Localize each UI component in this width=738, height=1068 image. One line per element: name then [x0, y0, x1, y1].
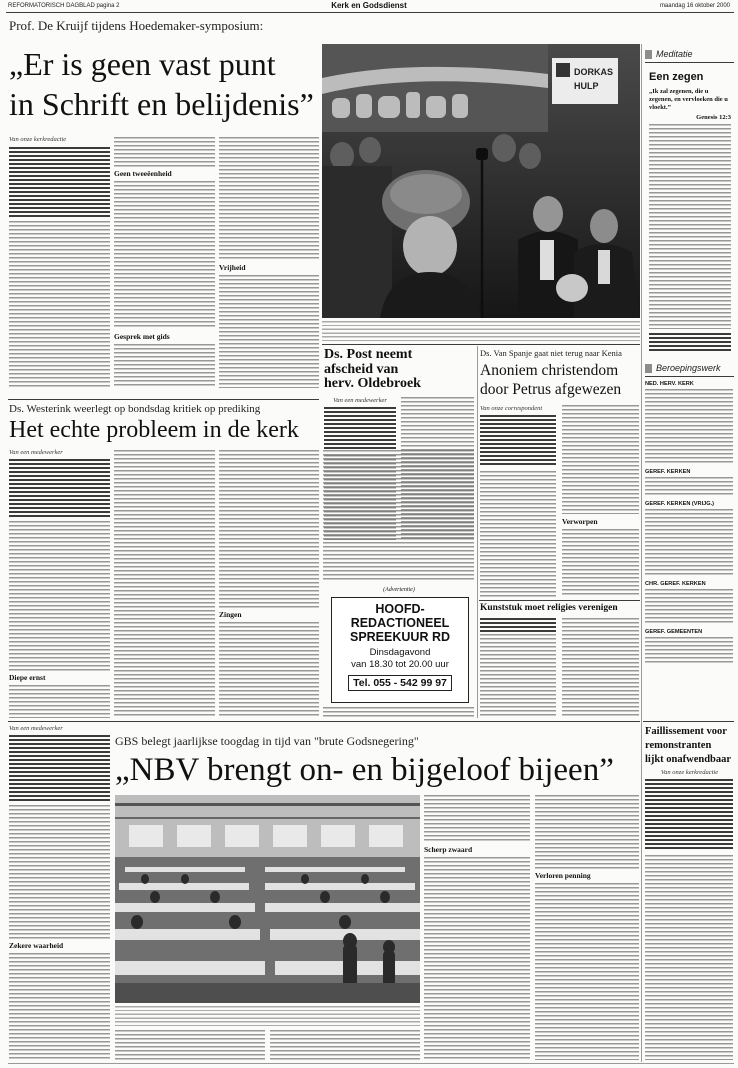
section-title: Meditatie [656, 49, 693, 59]
body-text-block [114, 137, 215, 167]
church-group-heading: CHR. GEREF. KERKEN [645, 581, 706, 587]
article-kicker: Ds. Westerink weerlegt op bondsdag kritiek op prediking [9, 403, 261, 415]
lead-paragraph [480, 415, 556, 467]
newspaper-page-label: REFORMATORISCH DAGBLAD pagina 2 [8, 3, 120, 9]
column-divider [641, 44, 642, 1062]
subheading: Diepe ernst [9, 673, 46, 682]
body-text-block [480, 634, 556, 718]
meditation-signature [649, 333, 731, 351]
subheading: Geen tweeëenheid [114, 169, 172, 178]
body-text-block [645, 637, 733, 665]
lead-paragraph [9, 147, 110, 217]
body-text-block [270, 1030, 420, 1060]
advertisement-phone: Tel. 055 - 542 99 97 [348, 675, 452, 691]
article-headline: Kunststuk moet religies verenigen [480, 603, 618, 613]
body-text-block [114, 344, 215, 388]
lead-paragraph [9, 459, 110, 517]
dorkas-jubilee-photo [322, 44, 640, 318]
article-headline: Het echte probleem in de kerk [9, 417, 299, 443]
body-text-block [562, 529, 639, 597]
body-text-block [219, 622, 319, 718]
section-rule [8, 399, 319, 400]
body-text-block [645, 509, 733, 577]
sign-text-line: DORKAS [574, 67, 614, 77]
advertisement-time: van 18.30 tot 20.00 uur [351, 659, 449, 670]
photo-caption [115, 1006, 420, 1026]
section-rule [645, 376, 734, 377]
article-byline: Van een medewerker [333, 397, 387, 404]
church-group-heading: GEREF. GEMEENTEN [645, 629, 703, 635]
section-marker [645, 364, 652, 373]
body-text-block [645, 389, 733, 465]
body-text-block [323, 707, 474, 718]
section-rule [8, 721, 640, 722]
sign-text-line: HULP [574, 81, 599, 91]
bible-reference: Genesis 12:3 [696, 114, 731, 121]
article-byline: Van onze kerkredactie [9, 136, 67, 143]
body-text-block [9, 953, 110, 1060]
section-rule [322, 344, 640, 345]
subheading: Verloren penning [535, 871, 591, 880]
subheading: Zekere waarheid [9, 941, 64, 950]
body-text-block [480, 471, 556, 597]
section-title: Beroepingswerk [656, 363, 721, 373]
lead-paragraph [645, 779, 733, 851]
body-text-block [9, 521, 110, 671]
body-text-block [114, 450, 215, 718]
body-text-block [219, 275, 319, 388]
body-text-block [115, 1030, 265, 1060]
body-text-block [114, 181, 215, 329]
body-text-block [535, 883, 639, 1060]
article-byline: Van een medewerker [9, 725, 63, 732]
body-text-block [424, 857, 530, 1060]
section-name: Kerk en Godsdienst [331, 1, 407, 10]
hall-ceiling [115, 795, 420, 857]
subheading: Vrijheid [219, 263, 246, 272]
lead-paragraph [480, 618, 556, 632]
body-text-block [9, 685, 110, 718]
article-kicker: Prof. De Kruijf tijdens Hoedemaker-symposium: [9, 18, 264, 33]
article-kicker: Ds. Van Spanje gaat niet terug naar Kenia [480, 348, 622, 358]
advertisement-label: (Advertentie) [383, 587, 415, 593]
advertisement-day: Dinsdagavond [369, 647, 431, 658]
church-group-heading: GEREF. KERKEN [645, 469, 691, 475]
page-bottom-rule [8, 1063, 734, 1064]
body-text-block [219, 137, 319, 261]
body-text-block [645, 855, 733, 1060]
advertisement-title: HOOFD- REDACTIONEEL SPREEKUUR RD [349, 602, 450, 644]
body-text-block [645, 477, 733, 497]
church-group-heading: GEREF. KERKEN (VRIJG.) [645, 501, 714, 507]
body-text-block [9, 805, 110, 939]
article-byline: Van onze correspondent [480, 405, 543, 412]
article-headline: Faillissement voor remonstranten lijkt onafwendbaar [645, 726, 732, 765]
banner [322, 44, 548, 132]
body-text-block [562, 405, 639, 514]
advertisement-box [331, 597, 469, 703]
subheading: Scherp zwaard [424, 845, 473, 854]
article-byline: Van een medewerker [9, 449, 63, 456]
body-text-block [562, 618, 639, 718]
article-headline: „Er is geen vast punt in Schrift en belijdenis” [9, 46, 314, 122]
body-text-block [535, 795, 639, 869]
article-headline: Ds. Post neemt afscheid van herv. Oldebroek [324, 347, 421, 391]
body-text-block [9, 221, 110, 388]
body-text-block [424, 795, 530, 843]
body-text-block [323, 450, 474, 582]
issue-date: maandag 16 oktober 2000 [659, 3, 730, 9]
section-marker [645, 50, 652, 59]
section-rule [645, 62, 734, 63]
subheading: Gesprek met gids [114, 332, 170, 341]
body-text-block [219, 450, 319, 608]
column-divider [477, 346, 478, 718]
header-rule [6, 12, 734, 13]
article-headline: Anoniem christendom door Petrus afgewezen [480, 362, 622, 398]
body-text-block [645, 589, 733, 625]
meditation-title: Een zegen [649, 71, 704, 83]
body-text-block [649, 124, 731, 329]
hall-floor [115, 983, 420, 1003]
subheading: Zingen [219, 610, 242, 619]
church-group-heading: NED. HERV. KERK [645, 381, 694, 387]
section-rule [479, 600, 640, 601]
article-headline: „NBV brengt on- en bijgeloof bijeen” [115, 752, 614, 788]
toogdag-hall-photo [115, 795, 420, 1003]
article-byline: Van onze kerkredactie [660, 769, 719, 776]
photo-caption [322, 321, 640, 341]
subheading: Verworpen [562, 517, 598, 526]
section-rule [643, 721, 734, 722]
lead-paragraph [9, 735, 110, 801]
lead-paragraph [324, 407, 396, 451]
article-kicker: GBS belegt jaarlijkse toogdag in tijd van "brute Godsnegering" [115, 734, 419, 748]
dorkas-hulp-sign [552, 58, 618, 104]
meditation-quote: „Ik zal zegenen, die u zegenen, en vervloeken die u vloekt.” [649, 88, 728, 111]
